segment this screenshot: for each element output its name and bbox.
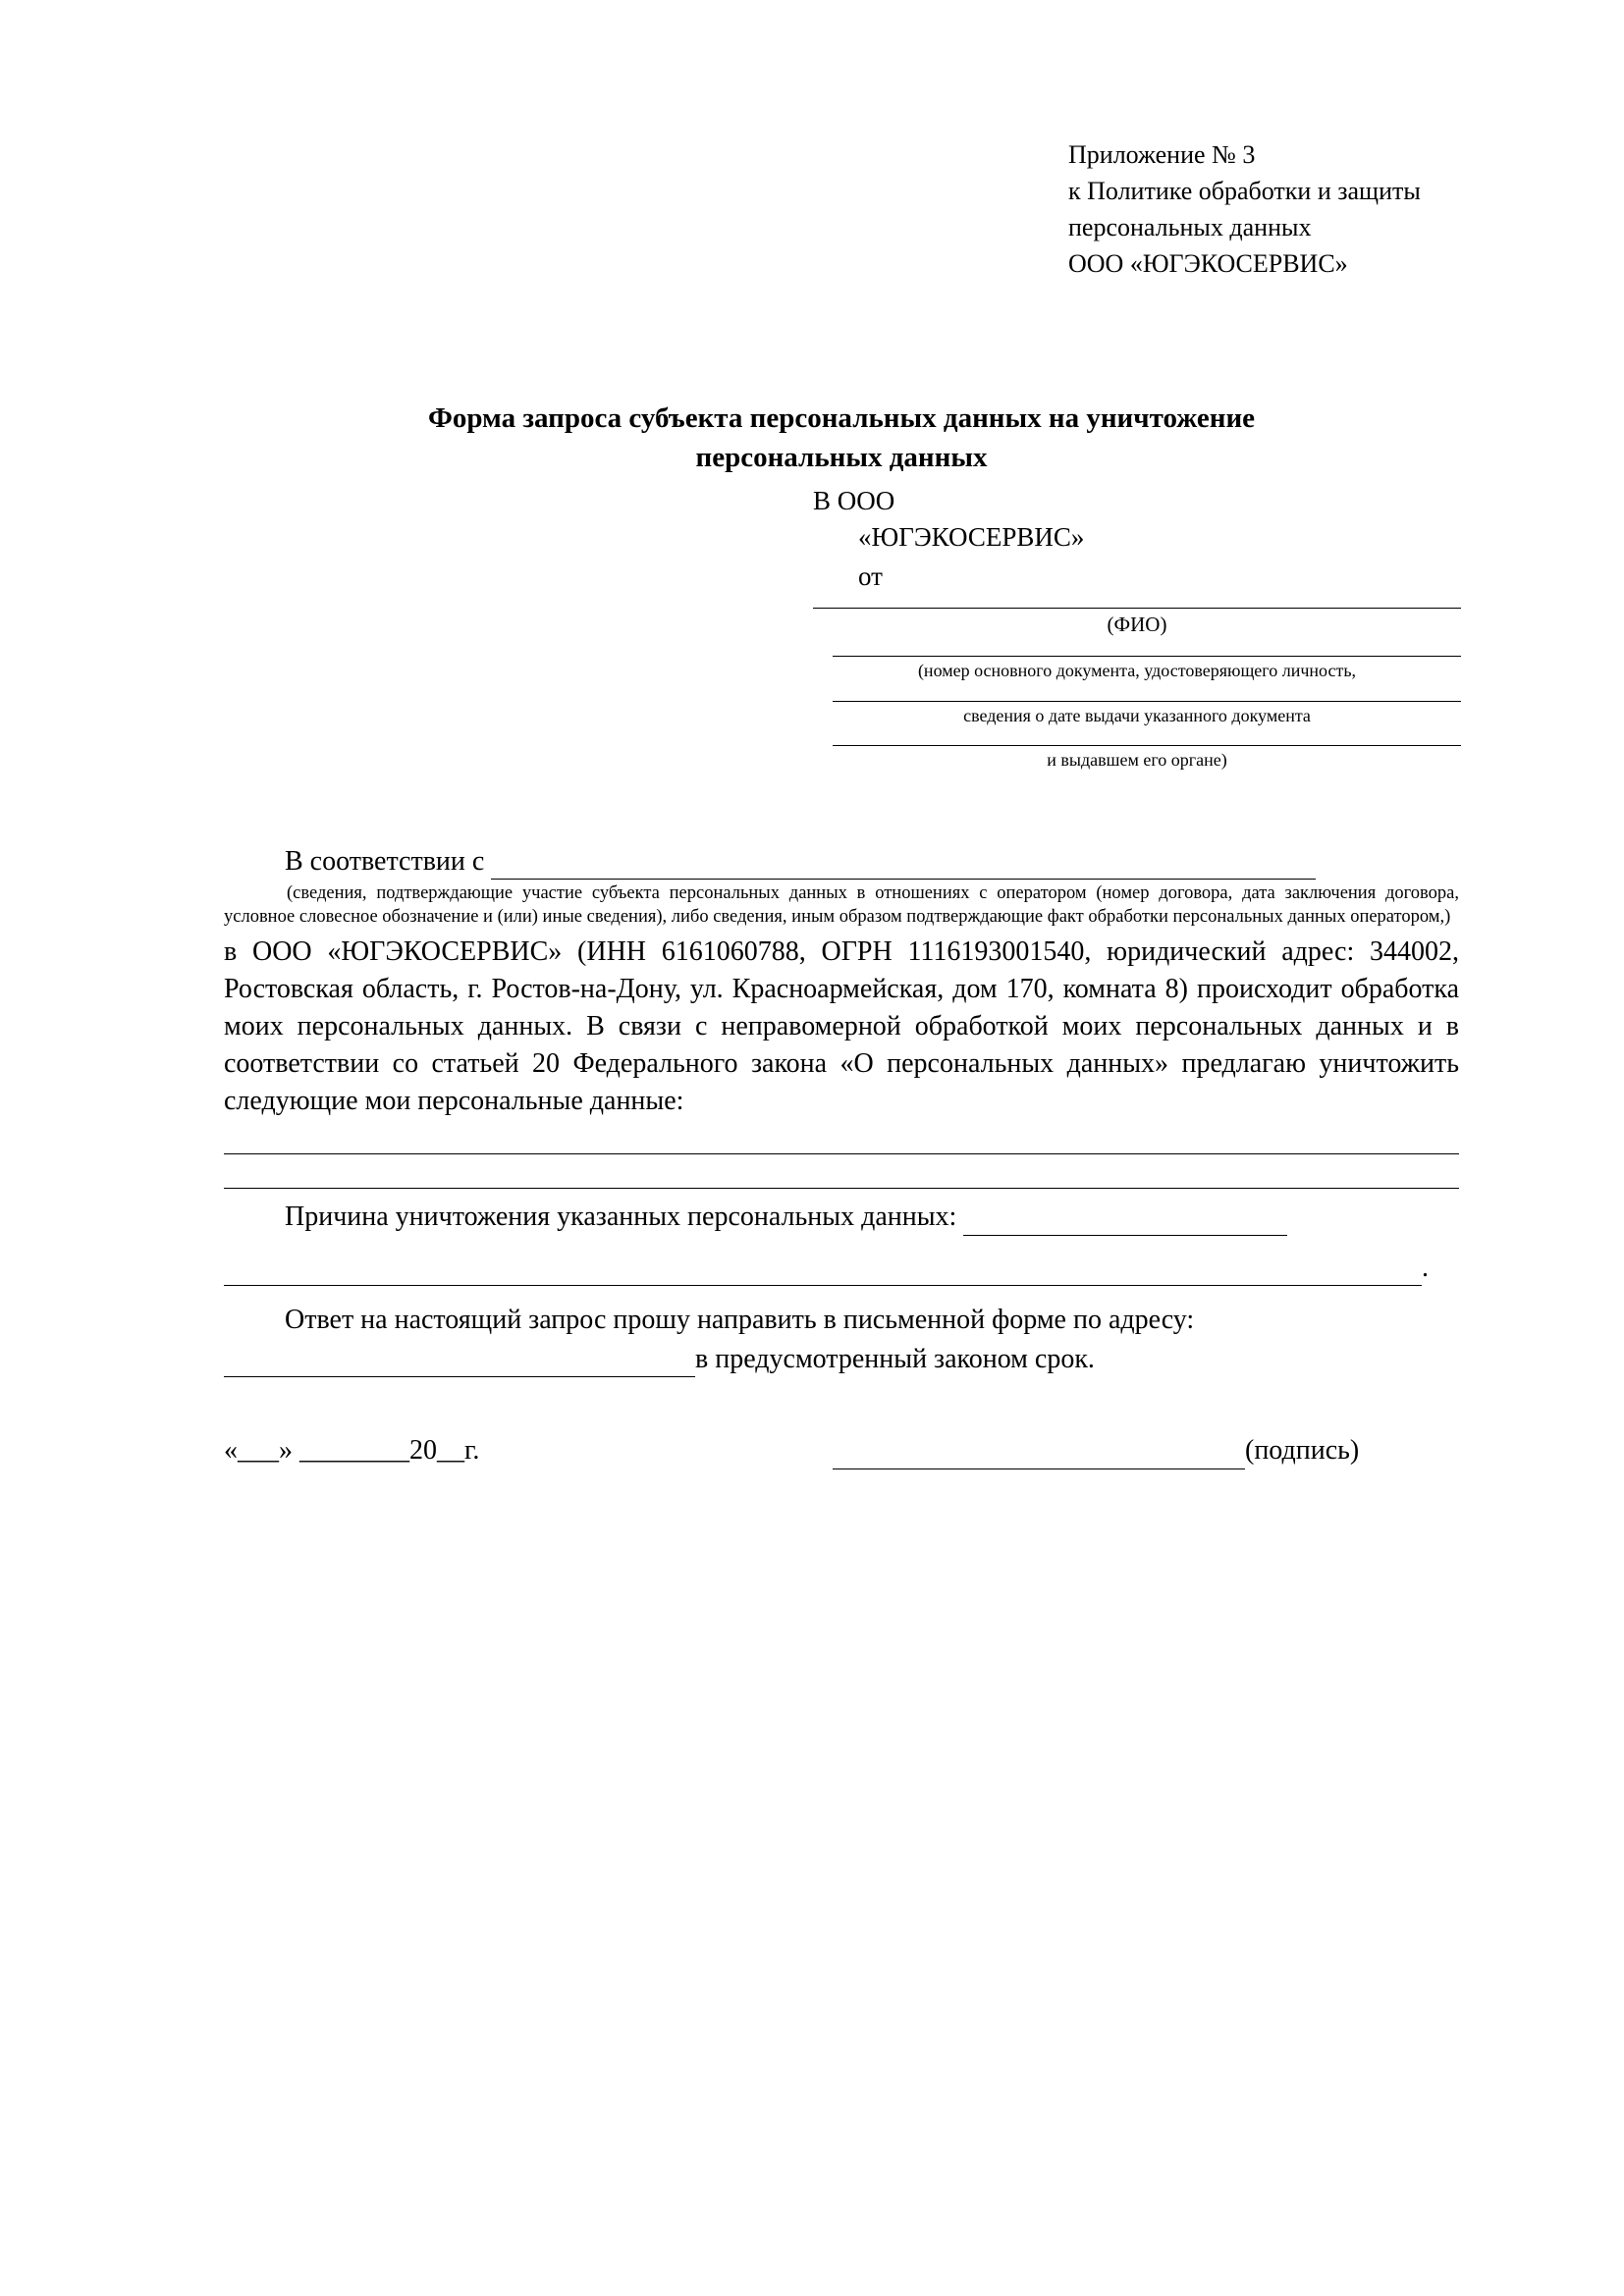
addressee-line-1: В ООО [813, 485, 895, 515]
page-title-line-1: Форма запроса субъекта персональных данных на уничтожение [427, 401, 1256, 434]
document-sheet [224, 137, 1459, 1475]
signature-field [833, 1432, 1359, 1469]
page-title [224, 399, 1459, 477]
appendix-header [1068, 137, 1459, 283]
main-paragraph: в ООО «ЮГЭКОСЕРВИС» (ИНН 6161060788, ОГРН 1116193001540, юридический адрес: 344002, Ростовская область, г. Ростов-на-Дону, ул. Красноармейская, дом 170, комната 8) происходит обработка моих персональных данных. В связи с неправомерной обработкой моих персональных данных и в соответствии со статьей 20 Федерального закона «О персональных данных» предлагаю уничтожить следующие мои персональные данные: [224, 935, 1459, 1117]
page-title-line-2: персональных данных [695, 441, 988, 473]
reason-input-line-2[interactable] [224, 1284, 1422, 1286]
reason-label: Причина уничтожения указанных персональных данных: [285, 1201, 957, 1233]
in-accordance-row [224, 843, 1459, 881]
answer-text: Ответ на настоящий запрос прошу направить в письменной форме по адресу: [285, 1305, 1195, 1336]
document-date-field-caption: сведения о дате выдачи указанного документа [963, 705, 1311, 725]
in-accordance-label: В соответствии с [285, 845, 485, 877]
applicant-fields [813, 596, 1461, 772]
document-number-field-caption: (номер основного документа, удостоверяющего личность, [917, 661, 1357, 681]
addressee-block [813, 483, 1402, 596]
note-text: (сведения, подтверждающие участие субъекта персональных данных в отношениях с оператором (номер договора, дата заключения договора, условное словесное обозначение и (или) иные сведения), либо сведения, иным образом подтверждающие факт обработки персональных данных оператором,) [224, 883, 1459, 928]
in-accordance-input-line[interactable] [491, 878, 1316, 880]
appendix-line-1: Приложение № 3 [1068, 140, 1256, 169]
addressee-from-label: от [858, 561, 883, 592]
data-list-line-2[interactable] [224, 1188, 1459, 1189]
signature-input-line[interactable] [833, 1468, 1245, 1469]
answer-row-2 [224, 1341, 1459, 1378]
body-text [224, 843, 1459, 1476]
answer-address-line[interactable] [224, 1375, 695, 1377]
answer-row [224, 1302, 1459, 1339]
reason-row [224, 1199, 1459, 1236]
signature-label: (подпись) [1245, 1435, 1360, 1467]
reason-tail-dot: . [1422, 1252, 1429, 1283]
data-list-line-1[interactable] [224, 1153, 1459, 1154]
appendix-line-2: к Политике обработки и защиты [1068, 176, 1421, 205]
reason-row-2 [224, 1250, 1459, 1287]
appendix-line-4: ООО «ЮГЭКОСЕРВИС» [1068, 248, 1348, 278]
signature-row [224, 1432, 1459, 1475]
answer-tail: в предусмотренный законом срок. [695, 1343, 1095, 1374]
document-issuer-field-caption: и выдавшем его органе) [1047, 750, 1227, 771]
date-field[interactable]: «___» ________20__г. [224, 1435, 480, 1467]
in-accordance-note [224, 881, 1459, 930]
fio-field-caption: (ФИО) [1107, 613, 1167, 637]
addressee-line-2: «ЮГЭКОСЕРВИС» [858, 522, 1085, 553]
appendix-line-3: персональных данных [1068, 212, 1312, 241]
reason-input-line-1[interactable] [963, 1234, 1287, 1236]
